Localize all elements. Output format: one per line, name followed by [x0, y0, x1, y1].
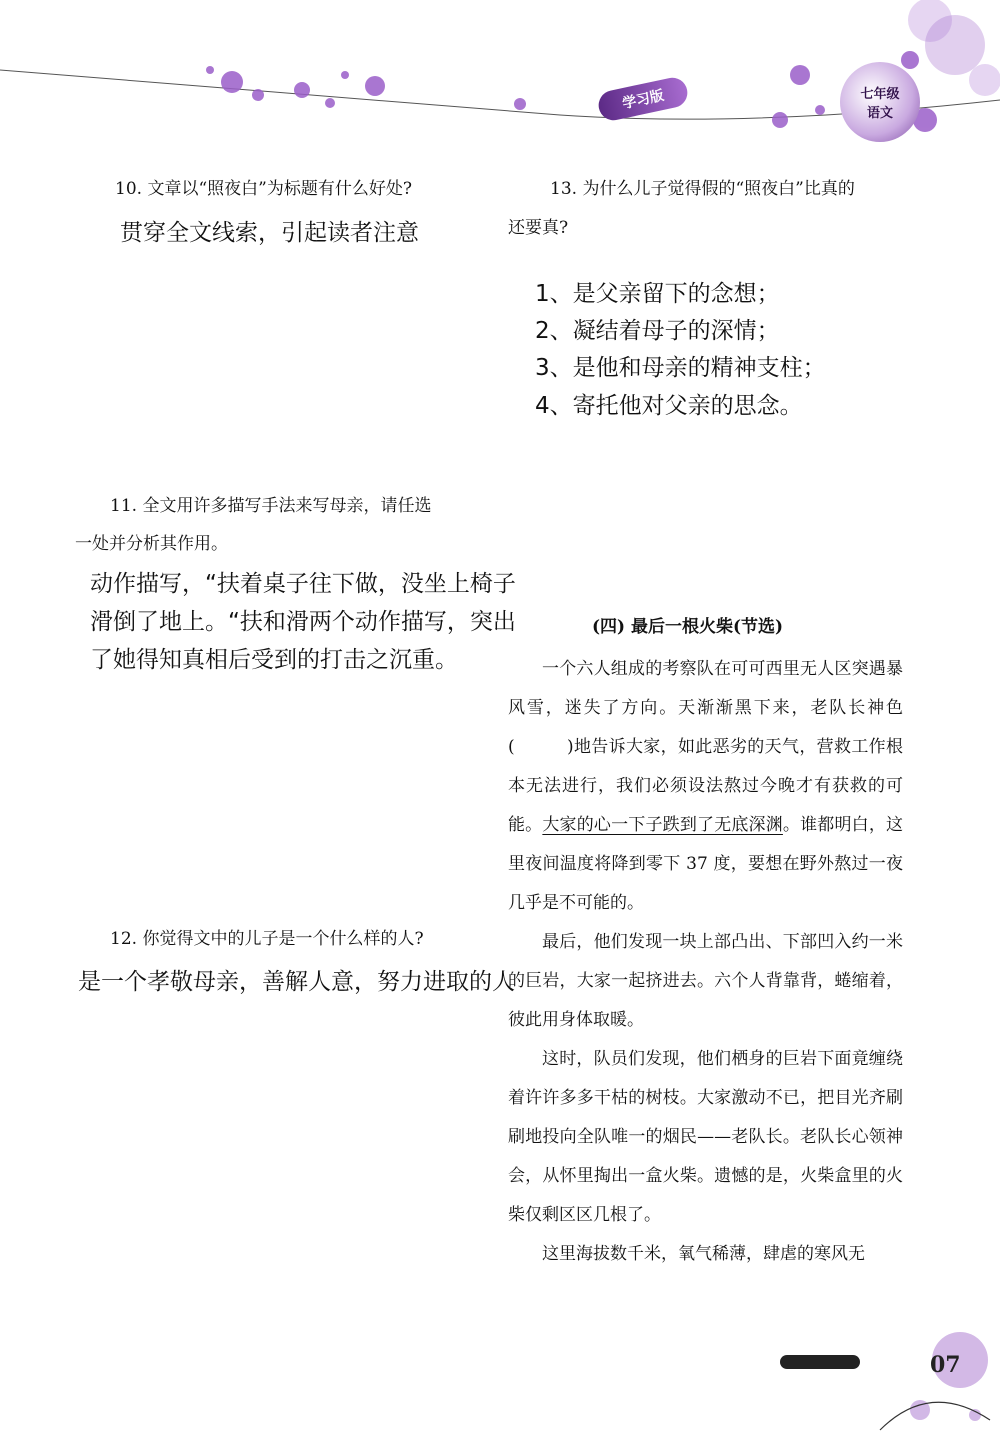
q13-answer-2: 2、凝结着母子的深情；	[535, 318, 780, 344]
reading-paragraph-4: 这里海拔数千米，氧气稀薄，肆虐的寒风无	[542, 1244, 865, 1264]
q12-question: 12. 你觉得文中的儿子是一个什么样的人?	[110, 929, 424, 949]
q11-answer-3: 了她得知真相后受到的打击之沉重。	[90, 647, 458, 673]
page-number: 07	[930, 1352, 961, 1378]
badge-subject: 语文	[866, 106, 893, 121]
grade-badge	[840, 62, 920, 142]
footer-decoration	[760, 1320, 1000, 1440]
q10-answer: 贯穿全文线索，引起读者注意	[120, 220, 419, 246]
edition-label: 学习版	[596, 75, 690, 123]
q13-answer-1: 1、是父亲留下的念想；	[535, 281, 780, 307]
reading-title: (四) 最后一根火柴(节选)	[592, 617, 784, 637]
q13-question-line1: 13. 为什么儿子觉得假的“照夜白”比真的	[550, 179, 855, 199]
reading-p1-text-b: 。谁都明白，这里夜间温度将降到零下 37 度，要想在野外熬过一夜几乎是不可能的。	[508, 815, 904, 913]
reading-paragraph-3: 这时，队员们发现，他们栖身的巨岩下面竟缠绕着许许多多干枯的树枝。大家激动不已，把目光齐刷刷地投向全队唯一的烟民——老队长。老队长心领神会，从怀里掏出一盒火柴。遗憾的是，火柴盒里的火柴仅剩区区几根了。	[508, 1049, 903, 1225]
reading-p1-text-a: 一个六人组成的考察队在可可西里无人区突遇暴风雪，迷失了方向。天渐渐黑下来，老队长神色( )地告诉大家，如此恶劣的天气，营救工作根本无法进行，我们必须设法熬过今晚才有获救的可能。	[508, 659, 903, 835]
q11-answer-2: 滑倒了地上。“扶和滑两个动作描写，突出	[90, 609, 516, 635]
q11-question-line2: 一处并分析其作用。	[75, 534, 228, 554]
reading-paragraph-1	[508, 650, 903, 923]
footer-bar	[780, 1355, 860, 1369]
reading-paragraph-2: 最后，他们发现一块上部凸出、下部凹入约一米的巨岩，大家一起挤进去。六个人背靠背，蜷缩着，彼此用身体取暖。	[508, 932, 903, 1030]
q11-question-line1: 11. 全文用许多描写手法来写母亲，请任选	[110, 496, 432, 516]
q13-question-line2: 还要真?	[508, 218, 569, 238]
q11-answer-1: 动作描写，“扶着桌子往下做，没坐上椅子	[90, 571, 516, 597]
q13-answer-4: 4、寄托他对父亲的思念。	[535, 393, 803, 419]
q13-answer-3: 3、是他和母亲的精神支柱；	[535, 355, 826, 381]
q12-answer: 是一个孝敬母亲，善解人意，努力进取的人	[78, 969, 515, 995]
reading-passage	[508, 650, 903, 1274]
reading-underlined-sentence: 大家的心一下子跌到了无底深渊	[542, 815, 783, 835]
q10-question: 10. 文章以“照夜白”为标题有什么好处?	[115, 179, 412, 199]
badge-grade: 七年级	[860, 87, 900, 102]
